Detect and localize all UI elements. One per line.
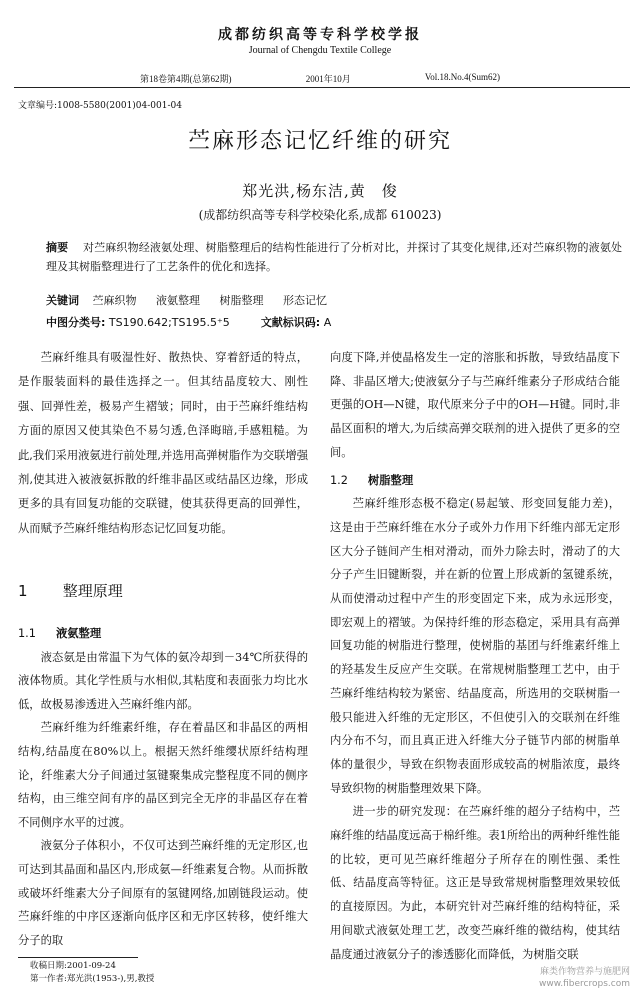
right-column: [330, 346, 620, 966]
keywords: [46, 292, 622, 308]
keyword-item: 树脂整理: [219, 294, 264, 307]
paragraph: 苎麻纤维为纤维素纤维，存在着晶区和非晶区的两相结构,结晶度在80%以上。根据天然纤维缨状原纤结构理论，纤维素大分子间通过氢键聚集成完整程度不同的侧序结构，由三维空间有序的晶区到完全无序的非晶区存在着不同侧序水平的过渡。: [18, 721, 308, 829]
subsection-heading: [18, 622, 308, 646]
section-number: 1: [18, 582, 28, 600]
journal-title-en: Journal of Chengdu Textile College: [248, 45, 392, 56]
footnotes: [30, 960, 154, 986]
watermark-line2: www.fibercrops.com: [539, 979, 630, 989]
abstract-label: 摘要: [46, 241, 69, 254]
issue-cn: 第18卷第4期(总第62期): [140, 74, 232, 84]
clc-label: 中图分类号:: [46, 316, 106, 329]
doc-code-label: 文献标识码:: [260, 316, 321, 329]
paragraph: 苎麻纤维形态极不稳定(易起皱、形变回复能力差)，这是由于苎麻纤维在水分子或外力作用下纤维内部无定形区大分子链间产生相对滑动，而外力除去时，滑动了的大分子产生旧键断裂，并在新的位置上形成新的氢键系统，从而使滑动过程中产生的形变固定下来，成为永远形变，即宏观上的褶皱。为保持纤维的形态稳定，采用具有高弹回复功能的树脂进行整理，使树脂的基团与纤维素纤维上的羟基发生反应产生交联。在常规树脂整理工艺中，由于苎麻纤维结构较为紧密、结晶度高，所选用的交联树脂一般只能进入纤维的无定形区，不但使引入的交联剂在纤维内分布不匀，而且真正进入纤维大分子链节内部的树脂单体的量很少，导致在织物表面形成较高的树脂浓度，最终导致织物的树脂整理效果下降。: [330, 497, 620, 795]
footnote-rule: [18, 957, 138, 958]
subsection-number: 1.1: [18, 627, 36, 640]
paragraph: 进一步的研究发现：在苎麻纤维的超分子结构中，苎麻纤维的结晶度远高于棉纤维。表1所给出的两种纤维性能的比较，更可见苎麻纤维超分子所存在的刚性强、柔性低、结晶度高等特征。这正是导致常规树脂整理效果较低的直接原因。为此，本研究针对苎麻纤维的结构特征，采用间歇式液氨处理工艺，改变苎麻纤维的微结构，使其结晶度通过液氨分子的渗透膨化而降低，为树脂交联: [330, 805, 620, 961]
doc-code-value: A: [323, 316, 332, 329]
paper-authors: 郑光洪,杨东洁,黄 俊: [242, 182, 398, 200]
abstract: [46, 238, 622, 276]
first-author-note: 第一作者:郑光洪(1953-),男,教授: [30, 974, 155, 984]
paper-title: 苎麻形态记忆纤维的研究: [187, 129, 452, 154]
issue-info: [140, 72, 500, 85]
paragraph: 向度下降,并使晶格发生一定的溶胀和拆散，导致结晶度下降、非晶区增大;使液氨分子与苎麻纤维素分子形成结合能更强的OH—N键，取代原来分子中的OH—H键。同时,非晶区面积的增大,为后续高弹交联剂的进入提供了更多的空间。: [330, 351, 620, 459]
article-number: 文章编号:1008-5580(2001)04-001-04: [18, 101, 182, 111]
paper-affiliation: (成都纺织高等专科学校染化系,成都 610023): [198, 208, 442, 222]
keyword-item: 苎麻织物: [92, 294, 137, 307]
received-date: 收稿日期:2001-09-24: [30, 961, 116, 971]
subsection-number: 1.2: [330, 473, 348, 487]
watermark-line1: 麻类作物营养与施肥网: [539, 967, 630, 977]
paragraph: 液氨分子体积小，不仅可达到苎麻纤维的无定形区,也可达到其晶面和晶区内,形成氨—纤维素复合物。从而拆散或破坏纤维素大分子间原有的氢键网络,加剧链段运动。使苎麻纤维的中序区逐渐向低序区和无序区转移，使纤维大分子的取: [18, 839, 308, 947]
left-column-intro: [18, 346, 308, 541]
keywords-label: 关键词: [46, 294, 79, 307]
keyword-item: 形态记忆: [283, 294, 327, 307]
keyword-item: 液氨整理: [156, 294, 200, 307]
section-title: 整理原理: [62, 582, 123, 600]
paragraph: 液态氨是由常温下为气体的氨冷却到－34℃所获得的液体物质。其化学性质与水相似,其粘度和表面张力均比水低，故极易渗透进入苎麻纤维内部。: [18, 650, 308, 711]
watermark: [539, 966, 630, 990]
subsection-title: 液氨整理: [55, 627, 102, 640]
issue-date: 2001年10月: [305, 74, 351, 84]
left-column-body: [18, 618, 308, 952]
subsection-title: 树脂整理: [367, 473, 414, 487]
section-heading: [18, 580, 123, 601]
issue-en: Vol.18.No.4(Sum62): [424, 72, 500, 82]
subsection-heading: [330, 469, 620, 493]
abstract-text: 对苎麻织物经液氨处理、树脂整理后的结构性能进行了分析对比，并探讨了其变化规律,还对苎麻织物的液氨处理及其树脂整理进行了工艺条件的优化和选择。: [46, 241, 623, 273]
intro-paragraph: 苎麻纤维具有吸湿性好、散热快、穿着舒适的特点，是作服装面料的最佳选择之一。但其结晶度较大、刚性强、回弹性差，极易产生褶皱；同时，由于苎麻纤维结构方面的原因又使其染色不易匀透,色泽晦暗,手感粗糙。为此,我们采用液氨进行前处理,并选用高弹树脂作为交联增强剂,使其进入被液氨拆散的纤维非晶区或结晶区边缘，形成更多的具有回复功能的交联键，使其获得更高的回弹性，从而赋予苎麻纤维结构形态记忆回复功能。: [18, 351, 308, 535]
clc-value: TS190.642;TS195.5⁺5: [108, 316, 230, 329]
classification: [46, 314, 622, 330]
journal-title: 成都纺织高等专科学校学报: [218, 27, 422, 43]
header-rule: [14, 87, 630, 88]
